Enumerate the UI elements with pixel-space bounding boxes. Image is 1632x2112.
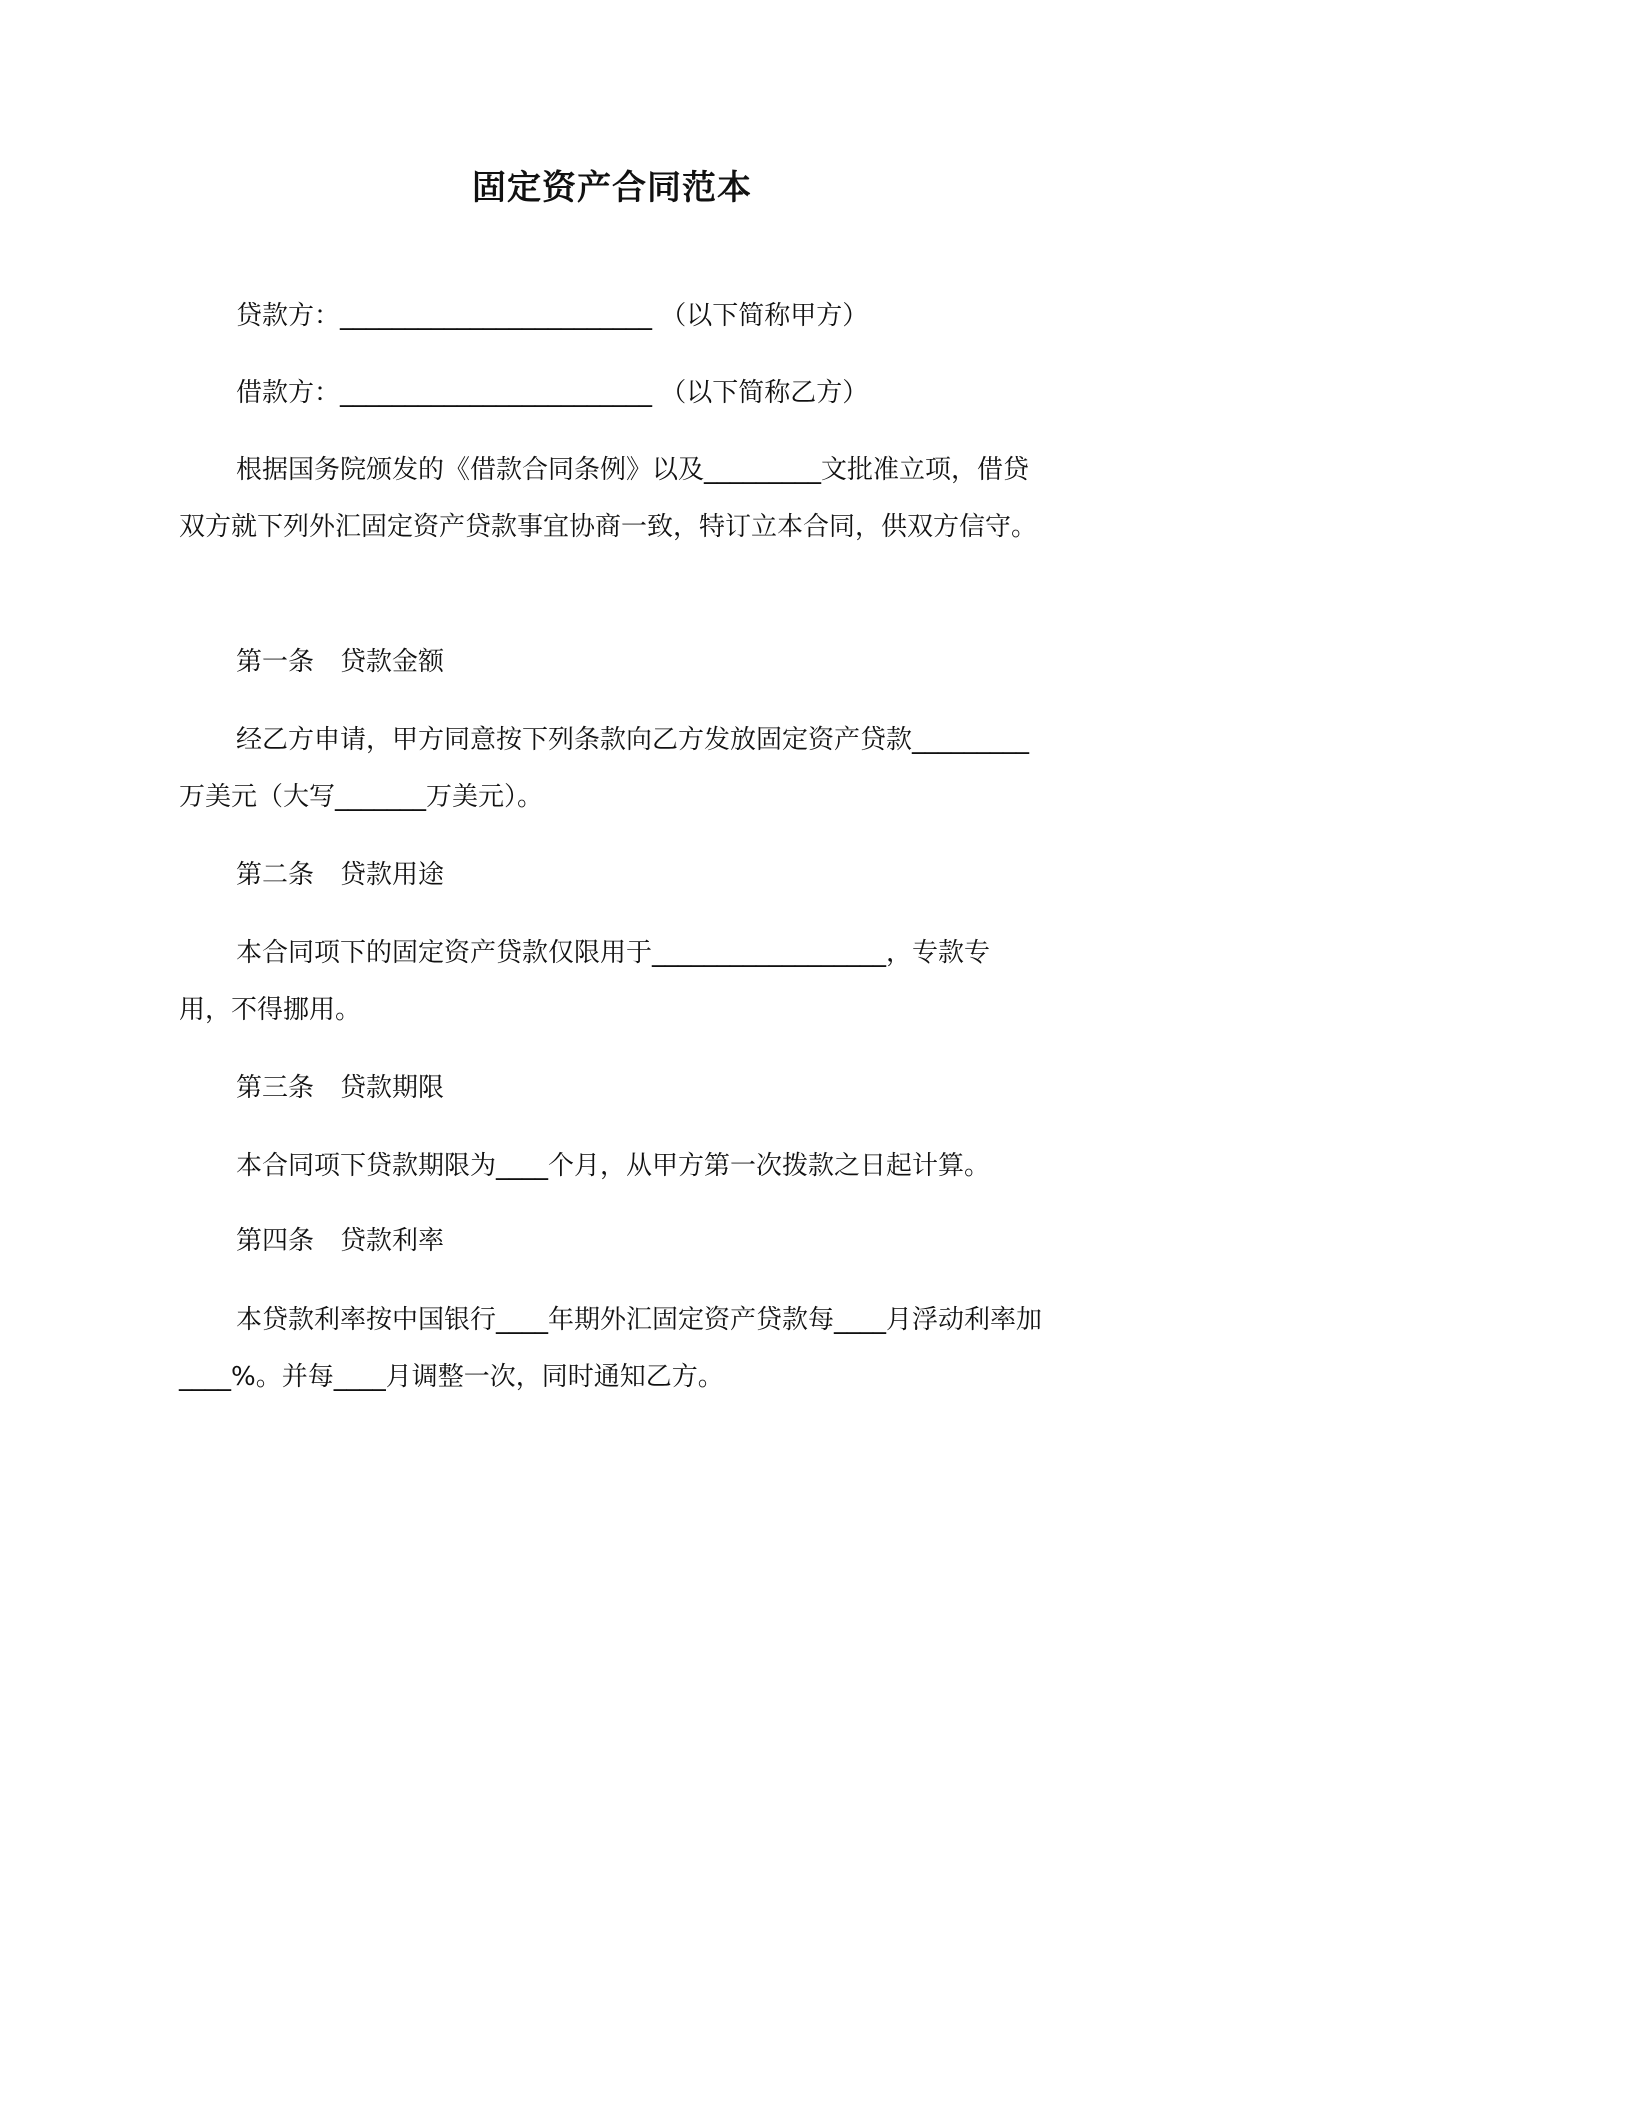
article-4-body: 本贷款利率按中国银行____年期外汇固定资产贷款每____月浮动利率加____%。并每____月调整一次，同时通知乙方。 — [179, 1305, 1043, 1392]
article-1-heading: 第一条 贷款金额 — [236, 647, 445, 677]
article-1-body: 经乙方申请，甲方同意按下列条款向乙方发放固定资产贷款_________万美元（大写_______万美元）。 — [179, 725, 1030, 812]
document-title: 固定资产合同范本 — [472, 168, 752, 208]
article-2-body: 本合同项下的固定资产贷款仅限用于__________________，专款专用，不得挪用。 — [179, 938, 991, 1025]
article-3-heading: 第三条 贷款期限 — [236, 1073, 445, 1103]
article-4-heading: 第四条 贷款利率 — [236, 1226, 445, 1256]
preamble-paragraph: 根据国务院颁发的《借款合同条例》以及_________文批准立项，借贷双方就下列外汇固定资产贷款事宜协商一致，特订立本合同，供双方信守。 — [179, 455, 1038, 542]
article-2-heading: 第二条 贷款用途 — [236, 860, 445, 890]
borrower-line: 借款方：________________________ （以下简称乙方） — [236, 378, 869, 408]
lender-line: 贷款方：________________________ （以下简称甲方） — [236, 301, 869, 331]
article-3-body: 本合同项下贷款期限为____个月，从甲方第一次拨款之日起计算。 — [236, 1151, 991, 1181]
